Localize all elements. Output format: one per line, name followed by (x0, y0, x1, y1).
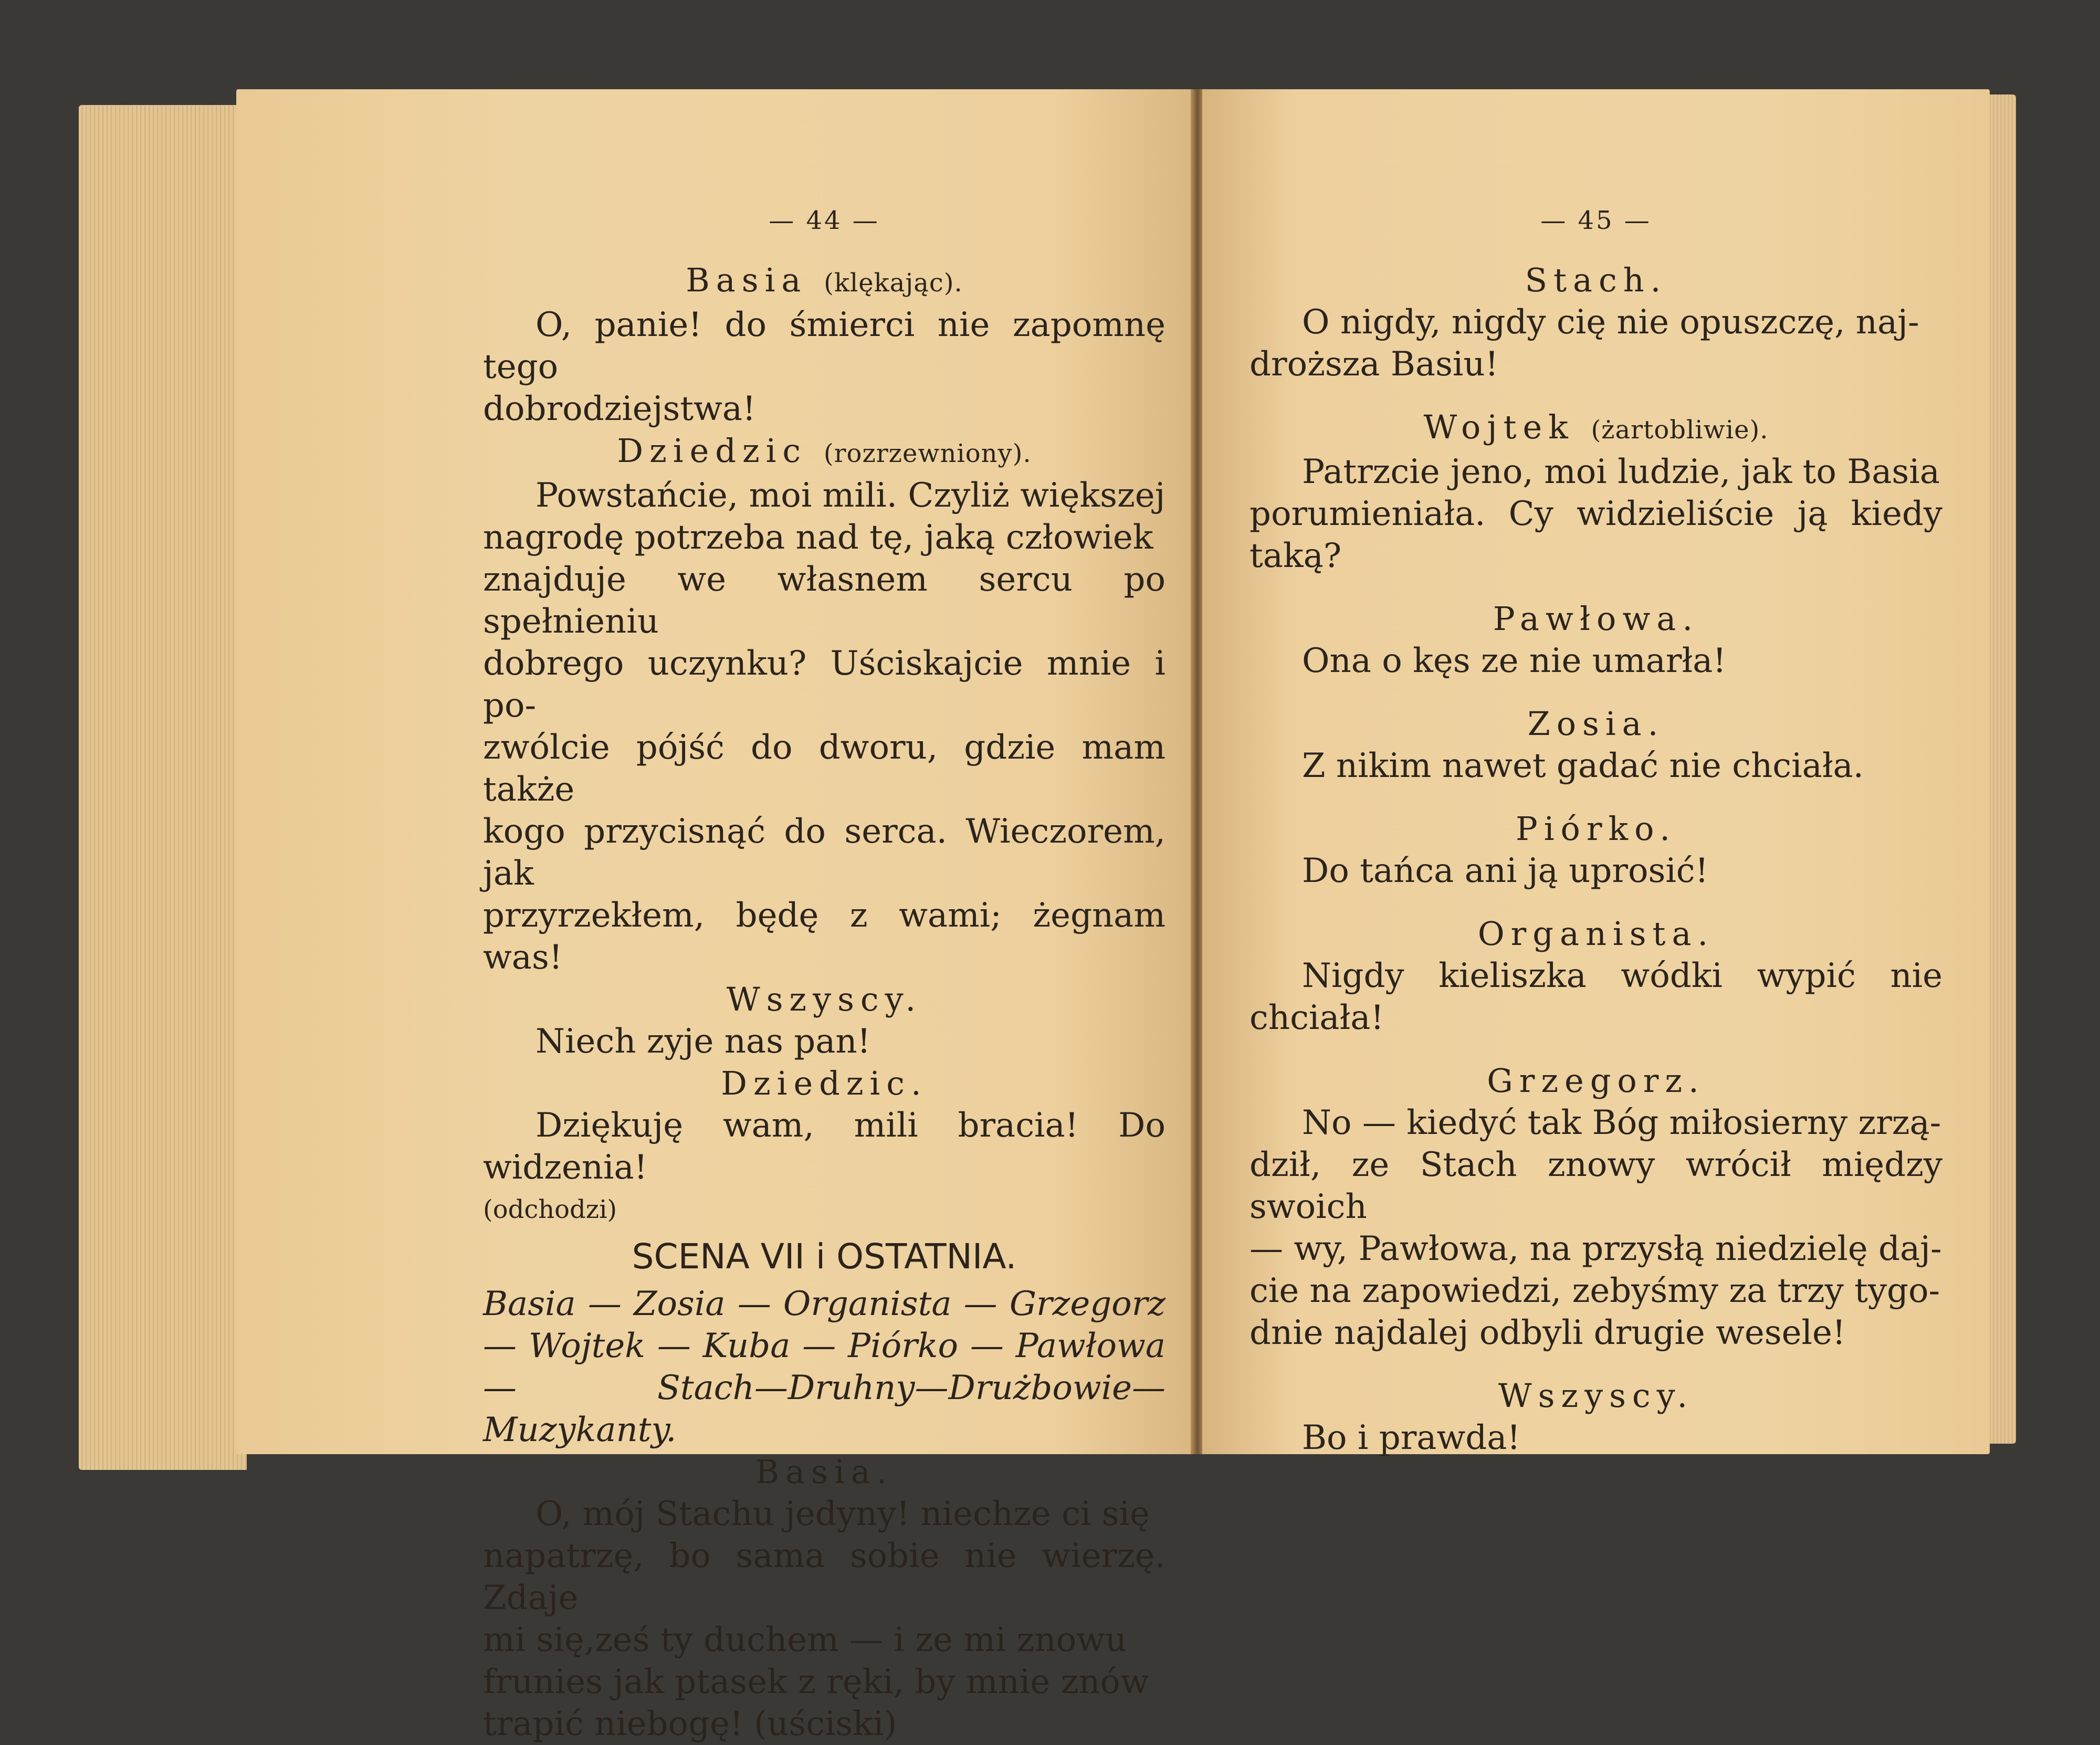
page-stack-left (79, 105, 247, 1470)
stage-direction: (klękając). (824, 268, 963, 298)
stage-direction: (rozrzewniony). (823, 439, 1032, 468)
text-line: napatrzę, bo sama sobie nie wierzę. Zdaje (483, 1537, 1166, 1617)
speaker-name: Organista. (1477, 914, 1715, 953)
page-number: — 44 — (769, 206, 880, 235)
speaker-name: Wojtek (żartobliwie). (1423, 408, 1769, 446)
block-spacer (1250, 1354, 1942, 1375)
text-line: Bo i prawda! (1302, 1418, 1521, 1457)
speaker-name: Piórko. (1515, 810, 1677, 848)
text-line: dnie najdalej odbyli drugie wesele! (1250, 1313, 1846, 1352)
right-page (1202, 89, 1990, 1457)
cast-list-line: — Stach—Druhny—Drużbowie—Muzykanty. (483, 1369, 1166, 1449)
right-page-text (1250, 199, 1942, 1459)
text-line: frunies jak ptasek z ręki, by mnie znów (483, 1663, 1149, 1701)
text-line: Dziękuję wam, mili bracia! Do widzenia! (483, 1106, 1166, 1187)
speaker-name: Dziedzic (rozrzewniony). (617, 432, 1032, 470)
text-line: dobrodziejstwa! (483, 390, 756, 428)
speaker-name: Grzegorz. (1487, 1061, 1705, 1100)
block-spacer (1250, 787, 1942, 808)
block-spacer (1250, 892, 1942, 913)
block-spacer (1250, 577, 1942, 598)
left-page (236, 89, 1197, 1743)
left-page-text (483, 199, 1166, 1745)
text-line: O, panie! do śmierci nie zapomnę tego (483, 306, 1166, 386)
speaker-name: Pawłowa. (1493, 600, 1699, 638)
text-line: Do tańca ani ją uprosić! (1302, 852, 1709, 890)
speaker-name: Wszyscy. (726, 980, 922, 1018)
text-line: Z nikim nawet gadać nie chciała. (1302, 747, 1864, 785)
text-line: Nigdy kieliszka wódki wypić nie chciała! (1250, 956, 1942, 1037)
text-line: kogo przycisnąć do serca. Wieczorem, jak (483, 812, 1166, 893)
block-spacer (1250, 1039, 1942, 1060)
text-line: znajduje we własnem sercu po spełnieniu (483, 560, 1166, 641)
open-book (79, 84, 2016, 1743)
text-line: porumieniała. Cy widzieliście ją kiedy taką? (1250, 495, 1942, 575)
page-number: — 45 — (1540, 206, 1652, 235)
speaker-name: Stach. (1525, 261, 1667, 299)
speaker-name: Dziedzic. (721, 1064, 928, 1102)
scene-title: SCENA VII i OSTATNIA. (632, 1236, 1017, 1277)
cast-list-line: Basia — Zosia — Organista — Grzegorz (483, 1285, 1166, 1323)
text-line: — wy, Pawłowa, na przysłą niedzielę daj- (1250, 1229, 1942, 1268)
text-line: cie na zapowiedzi, zebyśmy za trzy tygo- (1250, 1271, 1940, 1310)
text-line: Niech zyje nas pan! (536, 1022, 871, 1061)
text-line: Patrzcie jeno, moi ludzie, jak to Basia (1302, 453, 1940, 491)
speaker-name: Basia (klękając). (686, 261, 963, 299)
text-line: przyrzekłem, będę z wami; żegnam was! (483, 896, 1166, 977)
stage-direction: (odchodzi) (483, 1195, 617, 1224)
text-line: O, mój Stachu jedyny! niechze ci się (536, 1495, 1150, 1533)
text-line: Powstańcie, moi mili. Czyliż większej (536, 476, 1166, 515)
text-line: zwólcie pójść do dworu, gdzie mam także (483, 728, 1166, 809)
text-line: trapić niebogę! (uściski) (483, 1705, 897, 1743)
speaker-name: Wszyscy. (1498, 1376, 1694, 1415)
block-spacer (1250, 682, 1942, 703)
text-line: mi się,ześ ty duchem — i ze mi znowu (483, 1621, 1127, 1659)
text-line: O nigdy, nigdy cię nie opuszczę, naj- (1302, 303, 1919, 342)
speaker-name: Basia. (755, 1453, 894, 1491)
text-line: No — kiedyć tak Bóg miłosierny zrzą- (1302, 1103, 1941, 1142)
stage-direction: (żartobliwie). (1591, 415, 1769, 445)
text-line: Ona o kęs ze nie umarła! (1302, 642, 1727, 680)
text-line: dobrego uczynku? Uściskajcie mnie i po- (483, 644, 1166, 725)
speaker-name: Zosia. (1527, 705, 1665, 743)
text-line: dził, ze Stach znowy wrócił między swoich (1250, 1145, 1942, 1226)
text-line: droższa Basiu! (1250, 345, 1499, 384)
text-line: nagrodę potrzeba nad tę, jaką człowiek (483, 518, 1153, 557)
cast-list-line: — Wojtek — Kuba — Piórko — Pawłowa (483, 1327, 1166, 1365)
block-spacer (1250, 385, 1942, 406)
